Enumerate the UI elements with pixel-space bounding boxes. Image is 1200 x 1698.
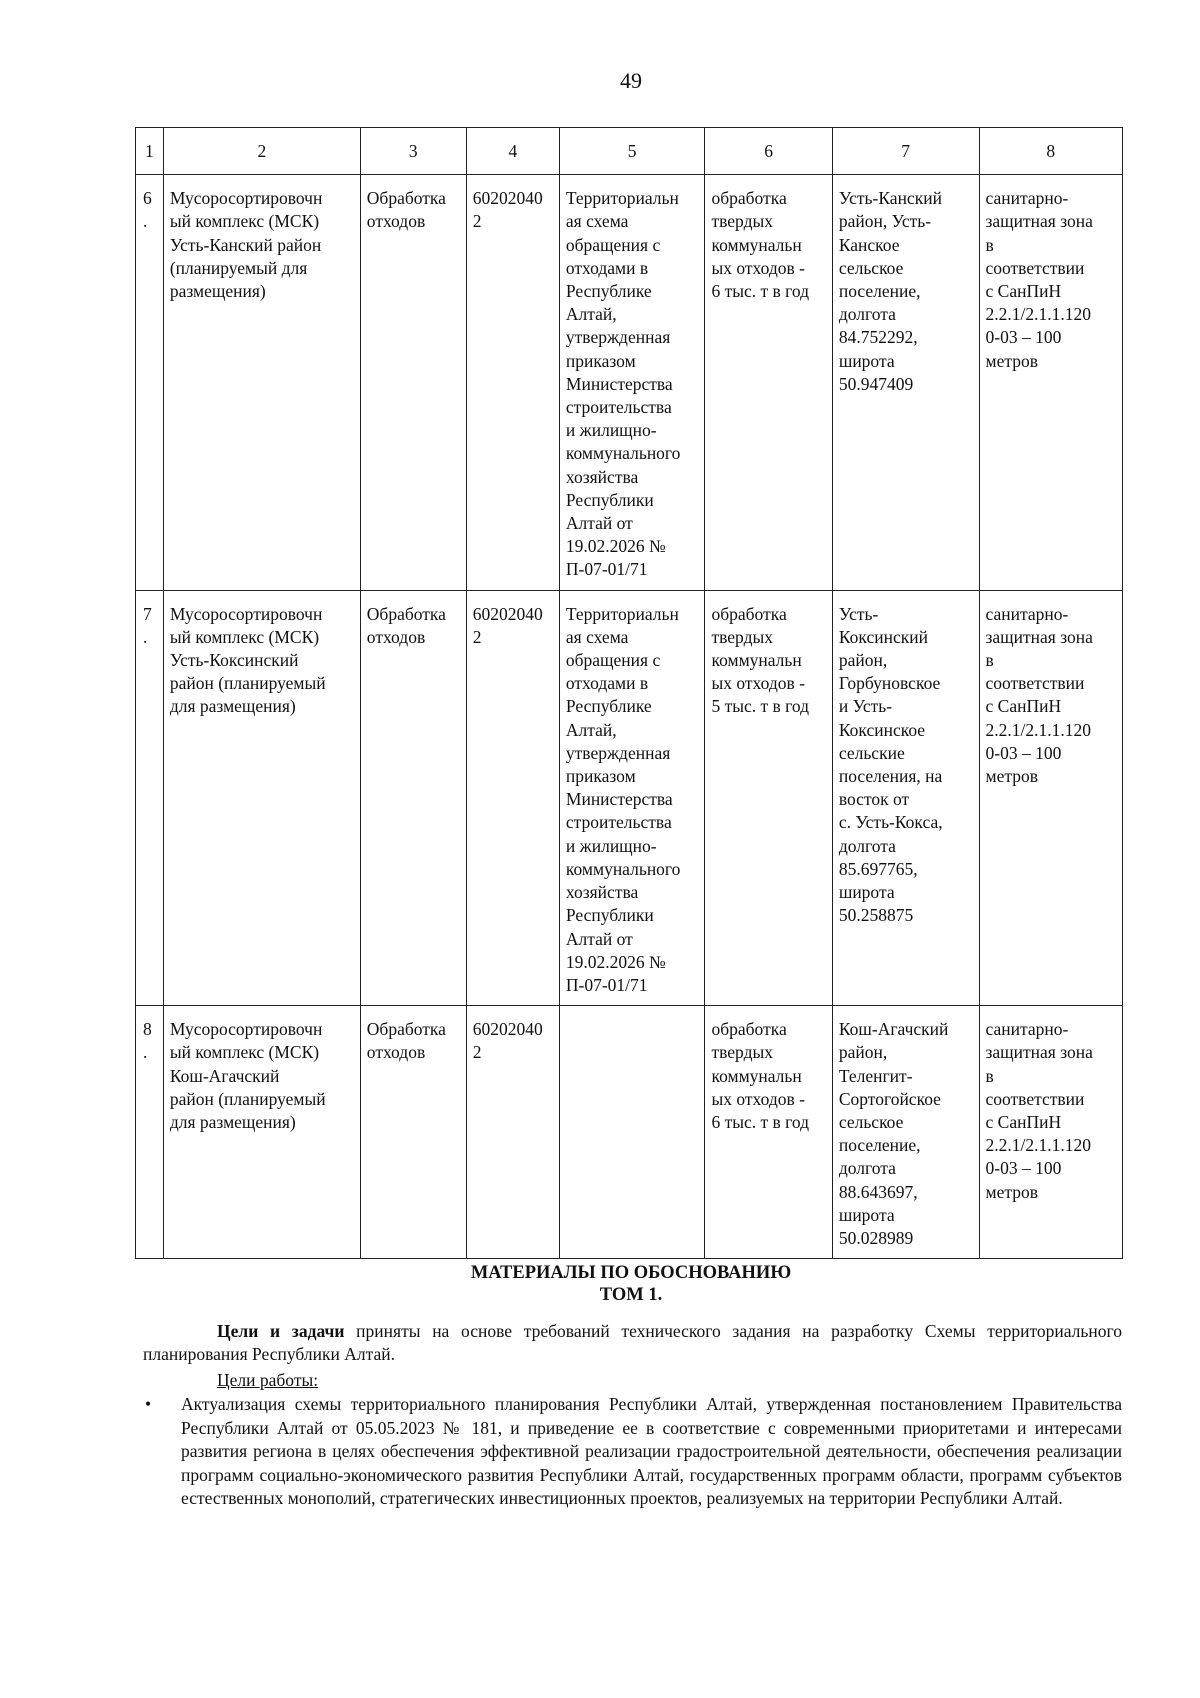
facility-purpose: Обработка отходов xyxy=(360,590,466,1005)
table-row xyxy=(136,1006,1123,1259)
column-header: 6 xyxy=(705,128,832,175)
column-header: 5 xyxy=(559,128,705,175)
facility-name: Мусоросортировочн ый комплекс (МСК) Кош-Агачский район (планируемый для размещения) xyxy=(163,1006,360,1259)
table-row xyxy=(136,175,1123,590)
table-header-row xyxy=(136,128,1123,175)
goals-heading: Цели работы: xyxy=(217,1370,319,1390)
facility-zone: санитарно- защитная зона в соответствии с СанПиН 2.2.1/2.1.1.120 0-03 – 100 метров xyxy=(979,175,1123,590)
facility-name: Мусоросортировочн ый комплекс (МСК) Усть-Канский район (планируемый для размещения) xyxy=(163,175,360,590)
facility-code: 60202040 2 xyxy=(466,175,559,590)
facility-name: Мусоросортировочн ый комплекс (МСК) Усть-Коксинский район (планируемый для размещения) xyxy=(163,590,360,1005)
table-row xyxy=(136,590,1123,1005)
section-title-line: МАТЕРИАЛЫ ПО ОБОСНОВАНИЮ xyxy=(470,1263,792,1283)
facility-basis: Территориальн ая схема обращения с отходами в Республике Алтай, утвержденная приказом Министерства строительства и жилищно- коммунального хозяйства Республики Алтай от 19.02.2026 № П-07-01/71 xyxy=(559,590,705,1005)
facility-purpose: Обработка отходов xyxy=(360,1006,466,1259)
page-number: 49 xyxy=(620,68,642,93)
facility-code: 60202040 2 xyxy=(466,1006,559,1259)
facility-code: 60202040 2 xyxy=(466,590,559,1005)
section-title xyxy=(0,1262,1200,1306)
column-header: 4 xyxy=(466,128,559,175)
row-number: 7 . xyxy=(136,590,164,1005)
section-subtitle-line: ТОМ 1. xyxy=(599,1285,663,1305)
row-number: 6 . xyxy=(136,175,164,590)
goals-list-item-text: Актуализация схемы территориального планирования Республики Алтай, утвержденная постановлением Правительства Республики Алтай от 05.05.2023 № 181, и приведение ее в соответствие с современными приоритетами и интересами развития региона в целях обеспечения эффективной реализации градостроительной деятельности, обеспечения реализации программ социально-экономического развития Республики Алтай, государственных программ области, программ субъектов естественных монополий, стратегических инвестиционных проектов, реализуемых на территории Республики Алтай. xyxy=(181,1394,1122,1509)
facility-location: Усть- Коксинский район, Горбуновское и Усть- Коксинское сельские поселения, на восток от с. Усть-Кокса, долгота 85.697765, широта 50.258875 xyxy=(832,590,979,1005)
facility-location: Усть-Канский район, Усть- Канское сельское поселение, долгота 84.752292, широта 50.947409 xyxy=(832,175,979,590)
column-header: 7 xyxy=(832,128,979,175)
column-header: 1 xyxy=(136,128,164,175)
facility-capacity: обработка твердых коммунальн ых отходов - 6 тыс. т в год xyxy=(705,175,832,590)
row-number: 8 . xyxy=(136,1006,164,1259)
facility-basis: Территориальн ая схема обращения с отходами в Республике Алтай, утвержденная приказом Министерства строительства и жилищно- коммунального хозяйства Республики Алтай от 19.02.2026 № П-07-01/71 xyxy=(559,175,705,590)
intro-bold: Цели и задачи xyxy=(217,1321,345,1341)
facility-location: Кош-Агачский район, Теленгит- Сортогойское сельское поселение, долгота 88.643697, широта 50.028989 xyxy=(832,1006,979,1259)
column-header: 8 xyxy=(979,128,1123,175)
intro-paragraph xyxy=(143,1320,1122,1365)
facility-capacity: обработка твердых коммунальн ых отходов - 6 тыс. т в год xyxy=(705,1006,832,1259)
goals-list-item xyxy=(145,1393,1122,1511)
column-header: 3 xyxy=(360,128,466,175)
facility-purpose: Обработка отходов xyxy=(360,175,466,590)
facility-basis xyxy=(559,1006,705,1259)
facility-capacity: обработка твердых коммунальн ых отходов - 5 тыс. т в год xyxy=(705,590,832,1005)
bullet-icon: • xyxy=(145,1394,152,1414)
intro-text: приняты на основе требований технического задания на разработку Схемы территориального планирования Республики Алтай. xyxy=(143,1321,1122,1364)
facilities-table xyxy=(135,127,1123,1259)
column-header: 2 xyxy=(163,128,360,175)
facility-zone: санитарно- защитная зона в соответствии с СанПиН 2.2.1/2.1.1.120 0-03 – 100 метров xyxy=(979,1006,1123,1259)
facility-zone: санитарно- защитная зона в соответствии с СанПиН 2.2.1/2.1.1.120 0-03 – 100 метров xyxy=(979,590,1123,1005)
